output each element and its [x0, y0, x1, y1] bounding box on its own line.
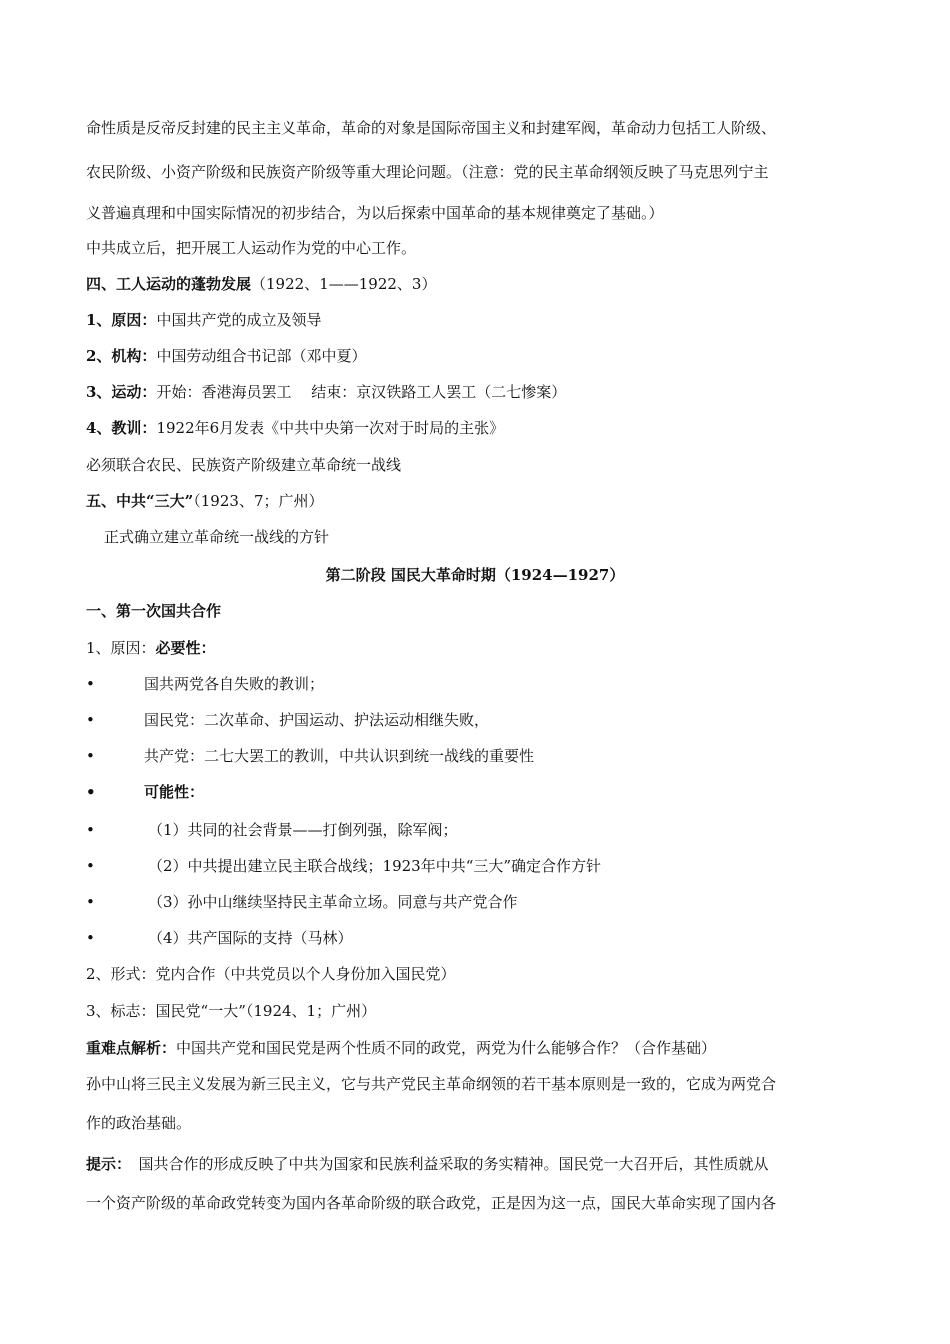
list-item-text: （4）共产国际的支持（马林） — [148, 929, 353, 947]
analysis-question: 中国共产党和国民党是两个性质不同的政党，两党为什么能够合作？（合作基础） — [176, 1039, 717, 1057]
bullet: • — [86, 857, 95, 875]
list-item-text: （3）孙中山继续坚持民主革命立场。同意与共产党合作 — [148, 893, 518, 911]
section-5-heading-row — [86, 491, 323, 511]
section-5-text: 正式确立建立革命统一战线的方针 — [104, 528, 330, 546]
reason-prefix: 1、原因： — [86, 639, 156, 657]
section-4-item-1 — [86, 310, 321, 330]
section-4-item-4 — [86, 418, 504, 438]
bullet: • — [86, 783, 96, 801]
bullet: • — [86, 929, 95, 947]
hint-text-line-1: 国共合作的形成反映了中共为国家和民族利益采取的务实精神。国民党一大召开后，其性质就从 — [123, 1155, 769, 1173]
section-5-heading: 五、中共“三大” — [86, 492, 194, 510]
paragraph-line-2: 农民阶级、小资产阶级和民族资产阶级等重大理论问题。（注意：党的民主革命纲领反映了马克思列宁主 — [86, 163, 769, 181]
analysis-label: 重难点解析： — [86, 1039, 177, 1057]
bullet: • — [86, 893, 95, 911]
bullet: • — [86, 711, 95, 729]
analysis-answer-line-2: 作的政治基础。 — [86, 1114, 192, 1132]
paragraph-line-1: 命性质是反帝反封建的民主主义革命，革命的对象是国际帝国主义和封建军阀，革命动力包括工人阶级、 — [86, 119, 777, 137]
bullet: • — [86, 675, 95, 693]
list-item-text: 国民党：二次革命、护国运动、护法运动相继失败， — [144, 711, 490, 729]
item-label: 3、运动： — [86, 383, 157, 401]
hint-row — [86, 1154, 769, 1174]
section-4-item-3 — [86, 382, 566, 402]
section-4-tail: 必须联合农民、民族资产阶级建立革命统一战线 — [86, 456, 402, 474]
part-1-heading: 一、第一次国共合作 — [86, 602, 222, 620]
possibility-label: 可能性： — [144, 783, 205, 801]
list-item-text: 国共两党各自失败的教训； — [144, 675, 325, 693]
section-4-heading: 四、工人运动的蓬勃发展 — [86, 275, 252, 293]
item-label: 4、教训： — [86, 419, 157, 437]
reason-row — [86, 638, 216, 658]
section-4-date: （1922、1——1922、3） — [251, 275, 437, 293]
list-item-text: （2）中共提出建立民主联合战线；1923年中共“三大”确定合作方针 — [148, 857, 602, 875]
section-5-date: （1923、7；广州） — [193, 492, 324, 510]
paragraph-line-4: 中共成立后，把开展工人运动作为党的中心工作。 — [86, 239, 417, 257]
item-label: 2、机构： — [86, 347, 157, 365]
analysis-answer-line-1: 孙中山将三民主义发展为新三民主义，它与共产党民主革命纲领的若干基本原则是一致的，它成为两党合 — [86, 1075, 777, 1093]
item-text: 中国共产党的成立及领导 — [156, 311, 322, 329]
list-item-text: 共产党：二七大罢工的教训，中共认识到统一战线的重要性 — [144, 747, 535, 765]
analysis-row — [86, 1038, 716, 1058]
item-text: 中国劳动组合书记部（邓中夏） — [156, 347, 367, 365]
necessity-label: 必要性： — [155, 639, 216, 657]
bullet: • — [86, 747, 95, 765]
paragraph-line-3: 义普遍真理和中国实际情况的初步结合，为以后探索中国革命的基本规律奠定了基础。） — [86, 204, 664, 222]
section-4-heading-row — [86, 274, 436, 294]
item-label: 1、原因： — [86, 311, 157, 329]
stage-2-title: 第二阶段 国民大革命时期（1924—1927） — [325, 566, 625, 584]
cooperation-sign: 3、标志：国民党“一大”（1924、1；广州） — [86, 1002, 377, 1020]
item-text: 开始：香港海员罢工 结束：京汉铁路工人罢工（二七惨案） — [156, 383, 567, 401]
item-text: 1922年6月发表《中共中央第一次对于时局的主张》 — [156, 419, 505, 437]
hint-text-line-2: 一个资产阶级的革命政党转变为国内各革命阶级的联合政党，正是因为这一点，国民大革命实现了国内各 — [86, 1194, 777, 1212]
bullet: • — [86, 821, 95, 839]
hint-label: 提示： — [86, 1155, 124, 1173]
section-4-item-2 — [86, 346, 366, 366]
cooperation-form: 2、形式：党内合作（中共党员以个人身份加入国民党） — [86, 965, 456, 983]
list-item-text: （1）共同的社会背景——打倒列强，除军阀； — [148, 821, 458, 839]
